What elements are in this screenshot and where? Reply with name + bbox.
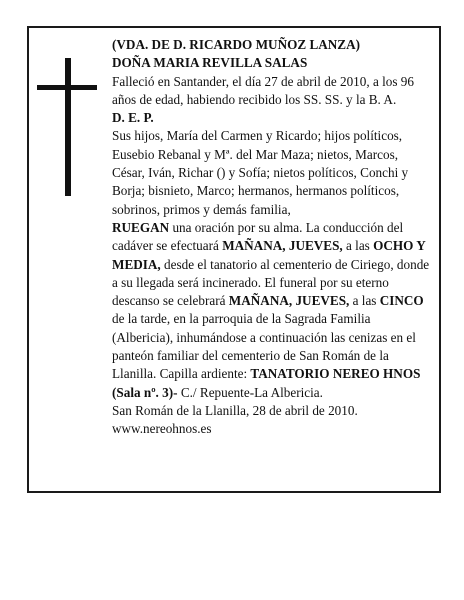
cross-horizontal-bar bbox=[37, 85, 97, 90]
widow-line: (VDA. DE D. RICARDO MUÑOZ LANZA) bbox=[112, 37, 360, 52]
chapel-name: TANATORIO NEREO HNOS (Sala nº. 3)- bbox=[112, 366, 421, 400]
family-list: Sus hijos, María del Carmen y Ricardo; hijos políticos, Eusebio Rebanal y Mª. del Mar Maza; nietos, Marcos, César, Iván, Richar () y Sofía; nietos políticos, Conchi y Borja; bisnieto, Marco; hermanos, hermanos políticos, sobrinos, primos y demás familia, bbox=[112, 128, 409, 217]
website-text: www.nereohnos.es bbox=[112, 421, 212, 437]
place-date: San Román de la Llanilla, 28 de abril de 2010. bbox=[112, 402, 358, 418]
death-statement: Falleció en Santander, el día 27 de abril de 2010, a los 96 años de edad, habiendo recibido los SS. SS. y la B. A. bbox=[112, 73, 414, 107]
cross-vertical-bar bbox=[65, 58, 71, 196]
service-details: RUEGAN una oración por su alma. La conducción del cadáver se efectuará MAÑANA, JUEVES, a las OCHO Y MEDIA, desde el tanatorio al cementerio de Ciriego, donde a su llegada será incinerado. El funeral por su eterno descanso se celebrará MAÑANA, JUEVES, a las CINCO de la tarde, en la parroquia de la Sagrada Familia (Albericia), inhumándose a continuación las cenizas en el panteón familiar del cementerio de San Román de la Llanilla. Capilla ardiente: TANATORIO NEREO HNOS (Sala nº. 3)- C./ Repuente-La Albericia. bbox=[112, 219, 430, 400]
dep-line: D. E. P. bbox=[112, 110, 154, 126]
ruegan-word: RUEGAN bbox=[112, 219, 170, 235]
cross-icon bbox=[37, 58, 97, 196]
deceased-name: DOÑA MARIA REVILLA SALAS bbox=[112, 55, 308, 71]
obituary-text bbox=[112, 36, 430, 439]
